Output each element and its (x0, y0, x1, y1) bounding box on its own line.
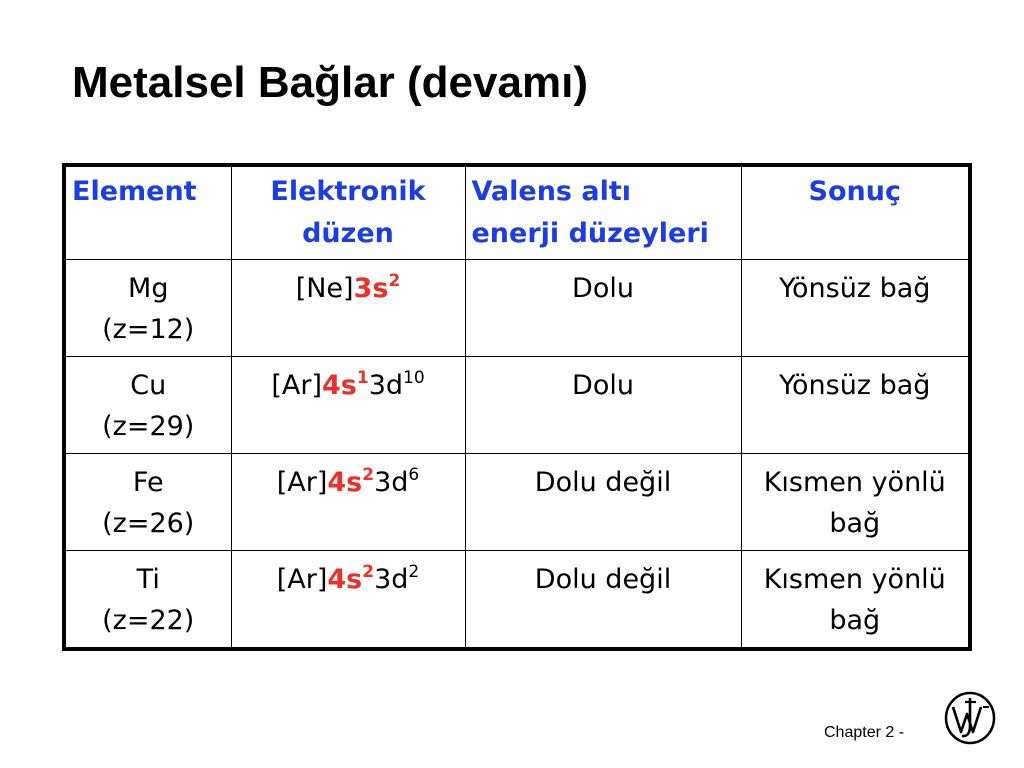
valence-cell: Dolu değil (465, 551, 741, 650)
result-cell: Yönsüz bağ (741, 357, 970, 454)
result-cell: Kısmen yönlü bağ (741, 551, 970, 650)
atomic-number: (z=29) (102, 411, 195, 442)
element-symbol: Cu (130, 370, 167, 401)
chapter-footer: Chapter 2 - (824, 724, 905, 741)
table-row (64, 357, 970, 454)
valence-cell: Dolu (465, 260, 741, 357)
element-symbol: Mg (128, 273, 169, 304)
valence-cell: Dolu (465, 357, 741, 454)
atomic-number: (z=22) (102, 605, 195, 636)
header-electron-config: Elektronik düzen (231, 165, 465, 260)
slide-title: Metalsel Bağlar (devamı) (72, 58, 588, 107)
wiley-logo-icon (943, 690, 997, 746)
atomic-number: (z=12) (102, 314, 195, 345)
table-row (64, 454, 970, 551)
result-cell: Kısmen yönlü bağ (741, 454, 970, 551)
config-cell: $[Ar]4s^13d^{10}$ (231, 357, 465, 454)
config-cell: $[Ne]3s^2$ (231, 260, 465, 357)
element-symbol: Fe (132, 467, 164, 498)
header-element: Element (64, 165, 231, 260)
element-cell (64, 260, 231, 357)
header-result: Sonuç (741, 165, 970, 260)
element-cell (64, 454, 231, 551)
config-cell: $[Ar]4s^23d^2$ (231, 551, 465, 650)
result-cell: Yönsüz bağ (741, 260, 970, 357)
atomic-number: (z=26) (102, 508, 195, 539)
element-cell (64, 357, 231, 454)
valence-cell: Dolu değil (465, 454, 741, 551)
table-row (64, 551, 970, 650)
element-symbol: Ti (136, 564, 160, 595)
metallic-bonds-table (62, 163, 972, 651)
table-header-row (64, 165, 970, 260)
config-cell: $[Ar]4s^23d^6$ (231, 454, 465, 551)
header-valence-levels: Valens altı enerji düzeyleri (465, 165, 741, 260)
table-row (64, 260, 970, 357)
element-cell (64, 551, 231, 650)
